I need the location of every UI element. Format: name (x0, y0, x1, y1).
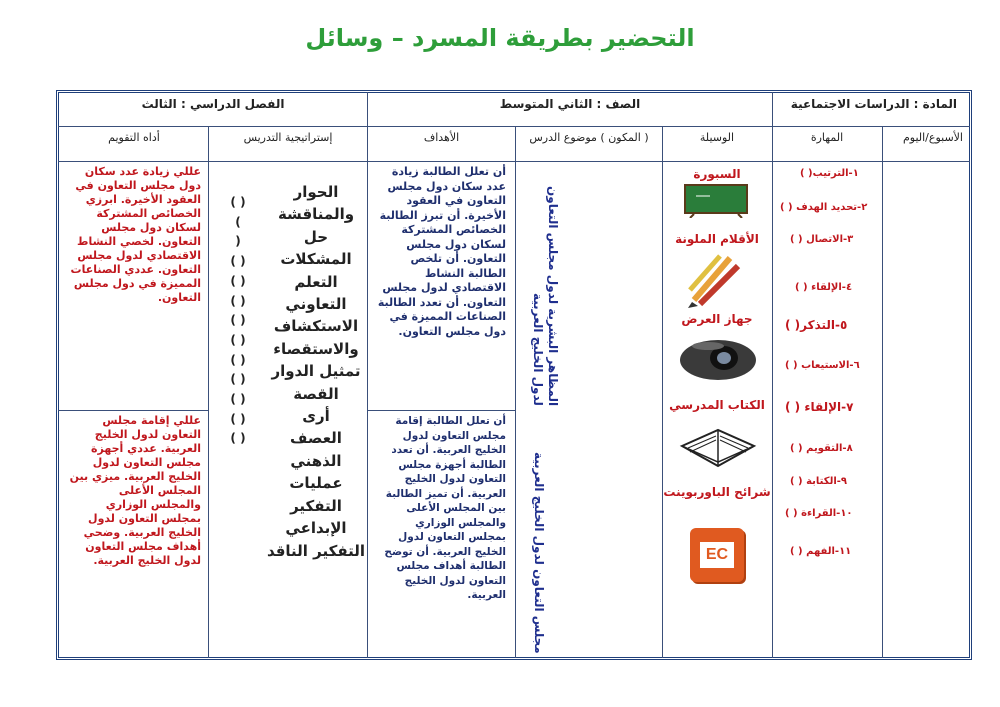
strategy-bracket: ( ) (230, 195, 246, 209)
skill-item: ١١-الفهم ( ) (790, 546, 852, 557)
powerpoint-icon: EC (690, 528, 744, 582)
grid-line (208, 127, 209, 658)
book-icon (678, 418, 758, 474)
skill-item: ١٠-القراءة ( ) (785, 508, 853, 519)
strategy-bracket: ( ) (230, 372, 246, 387)
col-objectives: الأهداف (423, 131, 460, 144)
grade-cell: الصف : الثاني المتوسط (499, 97, 641, 111)
strategy-bracket: ( ) (230, 411, 246, 426)
strategy-bracket: ( ) (230, 431, 246, 446)
strategy-item: الاستكشاف والاستقصاء (273, 317, 359, 358)
pencils-icon (686, 250, 742, 308)
col-week-day: الأسبوع/اليوم (902, 131, 963, 144)
strategy-item: القصة (293, 384, 339, 403)
objectives-block-2: أن تعلل الطالبة إقامة مجلس التعاون لدول الخليج العربية. أن تعدد الطالبة أجهزة مجلس التعاون لدول الخليج العربية. أن تميز الطالبة بين المجلس الأعلى والمجلس الوزاري بمجلس التعاون لدول الخليج العربية. أن توضح الطالبة أهداف مجلس التعاون لدول الخليج العربية. (384, 415, 506, 601)
strategy-bracket: ( ) (230, 293, 246, 308)
skill-item: ٨-التقويم ( ) (790, 443, 853, 454)
skill-item: ٩-الكتابة ( ) (790, 476, 848, 487)
strategy-item: الحوار والمناقشة (277, 183, 355, 224)
grid-line (882, 127, 883, 658)
tool-label-projector: جهاز العرض (681, 312, 753, 326)
lesson-topic-1: المظاهر البشرية لدول مجلس التعاون لدول الخليج العربية (531, 185, 560, 406)
col-skill: المهارة (810, 131, 844, 144)
strategy-item: أرى (302, 407, 330, 426)
strategy-brackets (218, 193, 258, 449)
strategy-bracket: ( ) (230, 352, 246, 367)
col-tool: الوسيلة (699, 131, 735, 144)
assessment-block-1: عللي زيادة عدد سكان دول مجلس التعاون في العقود الأخيرة. ابرزي الخصائص المشتركة لسكان دول مجلس التعاون. لخصي النشاط الاقتصادي لدول مجلس التعاون. عددي الصناعات المميزة في دول مجلس التعاون. (70, 165, 201, 304)
objectives-block-1: أن تعلل الطالبة زيادة عدد سكان دول مجلس التعاون في العقود الأخيرة. أن تبرز الطالبة الخصائص المشتركة لسكان دول مجلس التعاون. أن تلخص الطالبة النشاط الاقتصادي لدول مجلس التعاون. أن تعدد الطالبة الصناعات المميزة في دول مجلس التعاون. (377, 165, 506, 338)
lesson-topic-2: مجلس التعاون لدول الخليج العربية (532, 452, 546, 654)
strategy-list (266, 92, 366, 562)
col-strategy: إستراتيجية التدريس (243, 131, 333, 144)
grid-line (367, 410, 515, 411)
strategy-item: التعلم التعاوني (285, 272, 347, 314)
grid-line (58, 410, 208, 411)
grid-line (772, 92, 773, 658)
strategy-bracket: ( ) (230, 273, 246, 288)
grid-line (662, 127, 663, 658)
strategy-bracket: ( ) (230, 313, 246, 328)
tool-label-pens: الأقلام الملونة (675, 232, 759, 246)
term-cell: الفصل الدراسي : الثالث (141, 97, 285, 111)
strategy-bracket: ( (235, 214, 241, 229)
tool-label-board: السبورة (693, 167, 741, 181)
strategy-item: حل المشكلات (280, 227, 352, 269)
skill-item: ٢-تحديد الهدف ( ) (780, 202, 868, 213)
grid-line (58, 161, 970, 162)
assessment-block-2: عللي إقامة مجلس التعاون لدول الخليج العربية. عددي أجهزة مجلس التعاون لدول الخليج العربية. ميزي بين المجلس الأعلى والمجلس الوزاري بمجلس التعاون لدول الخليج العربية. وضحي أهداف مجلس التعاون لدول الخليج العربية. (69, 414, 201, 567)
subject-cell: المادة : الدراسات الاجتماعية (790, 97, 957, 111)
skill-item: ٥-التذكر( ) (785, 318, 848, 332)
strategy-bracket: ( ) (230, 392, 246, 407)
page-title: التحضير بطريقة المسرد – وسائل (305, 24, 695, 52)
strategy-item: التفكير الناقد (266, 541, 366, 560)
grid-line (58, 126, 970, 127)
skill-item: ٣-الاتصال ( ) (790, 234, 854, 245)
chalkboard-icon (684, 184, 748, 218)
col-lesson-topic: ( المكون ) موضوع الدرس (529, 131, 649, 144)
projector-icon (678, 332, 758, 382)
strategy-item: تمثيل الدوار (271, 362, 361, 381)
strategy-bracket: ) (235, 234, 241, 249)
skill-item: ٤-الإلقاء ( ) (795, 282, 853, 293)
col-assessment: أداه التقويم (108, 131, 160, 144)
tool-label-textbook: الكتاب المدرسي (669, 398, 765, 412)
strategy-bracket: ( ) (230, 332, 246, 347)
strategy-item: عمليات التفكير الإبداعي (285, 474, 347, 538)
skill-item: ٦-الاستيعاب ( ) (785, 360, 860, 371)
strategy-bracket: ( ) (230, 254, 246, 269)
strategy-item: العصف الذهني (290, 429, 342, 470)
tool-label-powerpoint: شرائح الباوربوينت (663, 485, 771, 499)
skill-item: ١-الترتيب( ) (800, 168, 859, 179)
skill-item: ٧-الإلقاء ( ) (785, 400, 854, 414)
